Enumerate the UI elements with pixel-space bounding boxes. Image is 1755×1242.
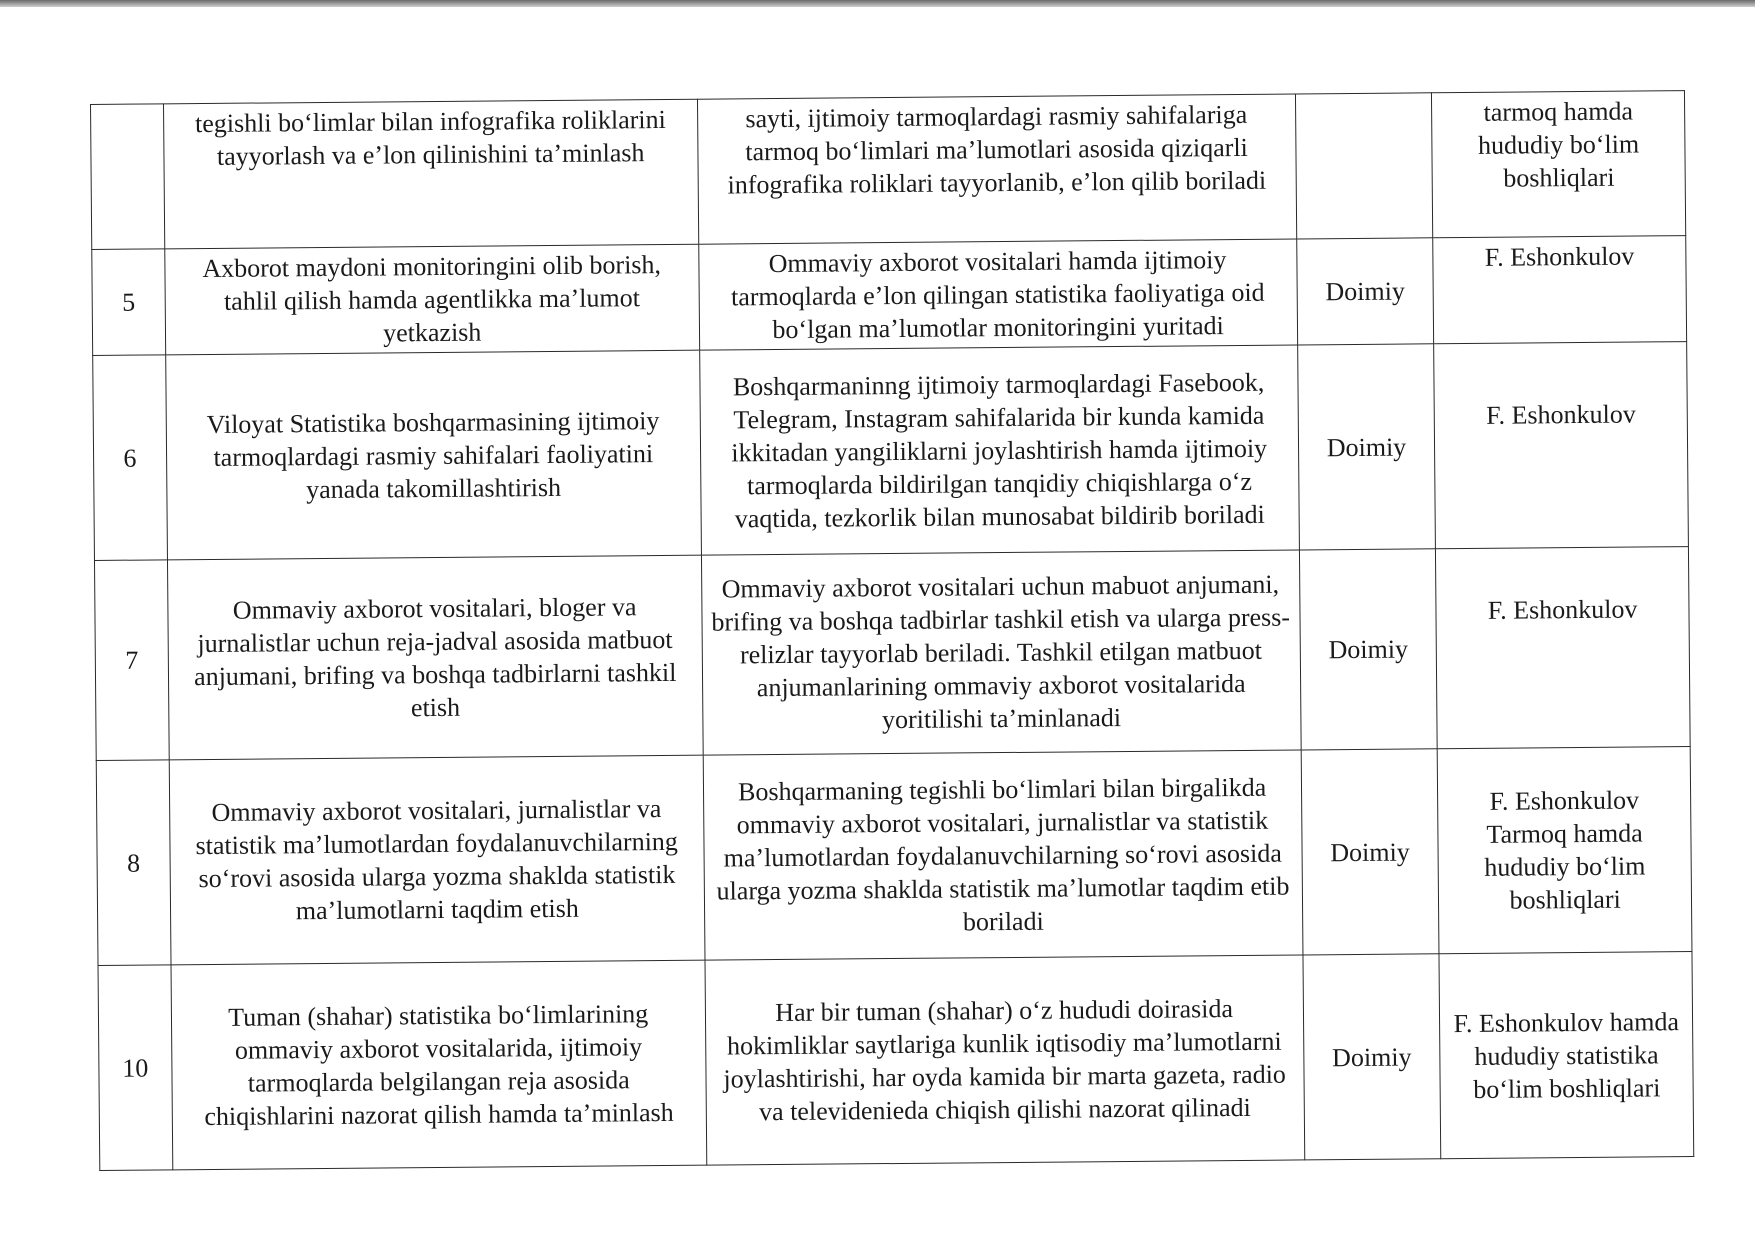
table-row — [94, 547, 1690, 761]
table-row — [96, 747, 1692, 966]
responsible-cell: F. Eshonkulov hamda hududiy statistika bo‘lim boshliqlari — [1439, 952, 1693, 1159]
table-row — [91, 91, 1686, 250]
term-cell: Doimiy — [1299, 549, 1438, 750]
term-cell: Doimiy — [1303, 954, 1442, 1160]
responsible-cell: F. Eshonkulov Tarmoq hamda hududiy bo‘lim boshliqlari — [1438, 747, 1692, 954]
task-cell: Viloyat Statistika boshqarmasining ijtimoiy tarmoqlardagi rasmiy sahifalari faoliyatini yanada takomillashtirish — [165, 350, 701, 560]
scan-edge-shadow — [0, 0, 1755, 7]
work-plan-table — [90, 90, 1694, 1171]
term-cell: Doimiy — [1301, 749, 1440, 955]
task-cell: tegishli bo‘limlar bilan infografika roliklarini tayyorlash va e’lon qilinishini ta’minlash — [163, 99, 698, 249]
term-cell: Doimiy — [1297, 344, 1436, 550]
table-row — [92, 236, 1687, 356]
result-cell: Ommaviy axborot vositalari uchun mabuot anjumani, brifing va boshqa tadbirlar tashkil etish va ularga press-relizlar tayyorlab beriladi. Tashkil etilgan matbuot anjumanlarining ommaviy axborot vositalarida yoritilishi ta’minlanadi — [701, 550, 1301, 755]
row-number — [91, 104, 165, 250]
task-cell: Tuman (shahar) statistika bo‘limlarining ommaviy axborot vositalarida, ijtimoiy tarmoqlarda belgilangan reja asosida chiqishlarini nazorat qilish hamda ta’minlash — [171, 960, 707, 1170]
task-cell: Ommaviy axborot vositalari, jurnalistlar va statistik ma’lumotlardan foydalanuvchilarning so‘rovi asosida ularga yozma shaklda statistik ma’lumotlarni taqdim etish — [169, 755, 705, 965]
row-number: 6 — [93, 355, 168, 561]
task-cell: Axborot maydoni monitoringini olib borish, tahlil qilish hamda agentlikka ma’lumot yetkazish — [165, 244, 700, 355]
responsible-cell: tarmoq hamda hududiy bo‘lim boshliqlari — [1432, 91, 1686, 238]
result-cell: Boshqarmaninng ijtimoiy tarmoqlardagi Fasebook, Telegram, Instagram sahifalarida bir kunda kamida ikkitadan yangiliklarni joylashtirish hamda ijtimoiy tarmoqlarda bildirilgan tanqidiy chiqishlarga o‘z vaqtida, tezkorlik bilan munosabat bildirib boriladi — [699, 345, 1299, 555]
result-cell: Har bir tuman (shahar) o‘z hududi doirasida hokimliklar saytlariga kunlik iqtisodiy ma’lumotlarni joylashtirishi, har oyda kamida bir marta gazeta, radio va televidenieda chiqish qilishi nazorat qilinadi — [705, 955, 1305, 1165]
result-cell: sayti, ijtimoiy tarmoqlardagi rasmiy sahifalariga tarmoq bo‘limlari ma’lumotlari asosida qiziqarli infografika roliklari tayyorlanib, e’lon qilib boriladi — [697, 94, 1296, 244]
row-number: 10 — [98, 965, 173, 1171]
task-cell: Ommaviy axborot vositalari, bloger va jurnalistlar uchun reja-jadval asosida matbuot anjumani, brifing va boshqa tadbirlarni tashkil etish — [167, 555, 703, 760]
term-cell — [1295, 93, 1433, 239]
responsible-cell: F. Eshonkulov — [1436, 547, 1690, 749]
result-cell: Boshqarmaning tegishli bo‘limlari bilan birgalikda ommaviy axborot vositalari, jurnalistlar va statistik ma’lumotlardan foydalanuvchilarning so‘rovi asosida ularga yozma shaklda statistik ma’lumotlar taqdim etib boriladi — [703, 750, 1303, 960]
row-number: 8 — [96, 760, 171, 966]
result-cell: Ommaviy axborot vositalari hamda ijtimoiy tarmoqlarda e’lon qilingan statistika faoliyatiga oid bo‘lgan ma’lumotlar monitoringini yuritadi — [698, 239, 1297, 350]
responsible-cell: F. Eshonkulov — [1434, 342, 1688, 549]
table-row — [98, 952, 1694, 1171]
row-number: 5 — [92, 249, 166, 356]
responsible-cell: F. Eshonkulov — [1433, 236, 1687, 344]
row-number: 7 — [94, 560, 169, 761]
table-row — [93, 342, 1689, 561]
term-cell: Doimiy — [1296, 238, 1434, 345]
